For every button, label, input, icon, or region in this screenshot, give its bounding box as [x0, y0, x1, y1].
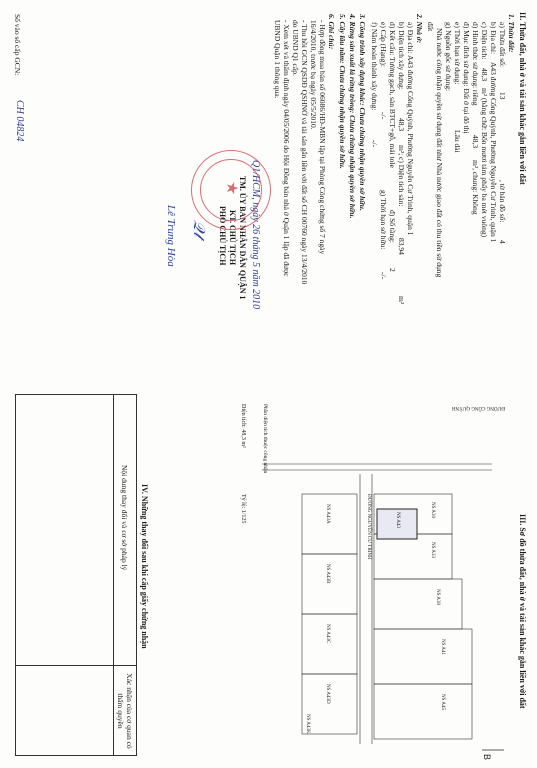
- other-construction: 3. Công trình xây dựng khác: Chưa chứng nhận quyền sở hữu.: [358, 14, 367, 211]
- origin-value: Nhà nước công nhận quyền sử dụng đất như Nhà nước giao đất có thu tiền sử dụng: [435, 28, 444, 278]
- map-sheet-label: , tờ bản đồ số:: [498, 180, 507, 223]
- perennial-trees: 5. Cây lâu năm: Chưa chứng nhận quyền sở hữu.: [338, 14, 347, 169]
- address-value: A43 đường Cống Quỳnh, Phường Nguyễn Cư Trinh, quận 1: [489, 62, 498, 243]
- star-icon: ★: [223, 181, 240, 196]
- grade-value: -/-: [379, 112, 388, 120]
- section2-title: II. Thửa đất, nhà ở và tài sản khác gắn liền với đất: [518, 12, 527, 185]
- house-label-5: NS A45: [440, 694, 445, 710]
- ownership-term-label: g) Thời hạn sở hữu:: [379, 190, 388, 250]
- parcel-plan-svg: [252, 384, 512, 768]
- term-label: e) Thời hạn sử dụng:: [453, 22, 462, 85]
- term-value: Lâu dài: [453, 130, 462, 153]
- note-1b: 16/4/2010, trước bạ ngày 05/5/2010.: [309, 20, 318, 130]
- note-3: - Xem xét và thẩm định ngày 04/05/2006 do Hội Đồng bán nhà ở Quận 1 lập đã được: [282, 20, 291, 277]
- house-label-3: NS A41: [440, 639, 445, 655]
- note-2b: do UBND Q1 cấp.: [291, 20, 300, 76]
- house-label-2: NS A39: [435, 589, 440, 605]
- house-label-6: NS A43A: [325, 504, 330, 524]
- floors-value: 2: [388, 268, 397, 272]
- section3-title: III. Sơ đồ thửa đất, nhà ở và tài sản khác gắn liền với đất: [518, 514, 527, 709]
- land-heading: 1. Thửa đất:: [507, 14, 516, 53]
- house-label-8: NS A43C: [325, 624, 330, 644]
- signing-kt: KT. CHỦ TỊCH: [228, 210, 237, 266]
- street-cong-quynh: ĐƯỜNG CỐNG QUỲNH: [451, 405, 505, 410]
- signing-title: PHÓ CHỦ TỊCH: [218, 206, 227, 266]
- use-form-label: d) Hình thức sử dụng: riêng: [471, 22, 480, 106]
- house-label-0: NS A30: [430, 502, 435, 518]
- floor-area-value: 83,94: [397, 238, 406, 255]
- street-nguyen-cu-trinh: ĐƯỜNG NGUYỄN CƯ TRINH: [366, 494, 371, 560]
- ownership-term-value: -/-: [379, 272, 388, 280]
- area-label: c) Diện tích:: [480, 22, 489, 60]
- purpose: đ) Mục đích sử dụng: Đất ở tại đô thị: [462, 22, 471, 134]
- forest: 4. Rừng sản xuất là rừng trồng: Chưa chứng nhận quyền sở hữu.: [348, 14, 357, 219]
- note-3b: UBND Quận 1 thông qua.: [273, 20, 282, 99]
- area-note: m² (bằng chữ: Bốn mươi tám phẩy ba mét vuông): [480, 88, 489, 238]
- floor-area-label: m²; c) Diện tích sàn:: [397, 145, 406, 207]
- origin-value-2: đất: [426, 22, 435, 32]
- signer-name: Lê Trung Hòa: [165, 205, 177, 267]
- house-heading: 2. Nhà ở:: [415, 14, 424, 44]
- section4-title: IV. Những thay đổi sau khi cấp giấy chứng nhận: [140, 484, 149, 649]
- structure: d) Kết cấu: Tường gạch, sàn BTCT+gỗ, mái tole: [388, 22, 397, 168]
- note-1: - Hợp đồng mua bán số 06086/HĐ-MBN lập tại Phòng Công chứng số 7 ngày: [318, 20, 327, 255]
- floors-label: đ) Số tầng:: [388, 210, 397, 243]
- signature-mark: 𝒬𝓉: [190, 220, 207, 237]
- parcel-number: 13: [498, 92, 507, 100]
- house-label-7: NS A43B: [325, 564, 330, 584]
- address-label: b) Địa chỉ:: [489, 22, 498, 55]
- legend-area: Diện tích: 48,3 m²: [240, 404, 246, 448]
- completion-label: f) Năm hoàn thành xây dựng:: [370, 22, 379, 111]
- map-sheet-number: 4: [498, 240, 507, 244]
- origin-label: g) Nguồn gốc sử dụng:: [444, 22, 453, 92]
- notes-heading: 6. Ghi chú:: [327, 14, 336, 50]
- house-label-4: NS A43: [395, 512, 400, 528]
- house-address: a) Địa chỉ: A43 đường Cống Quỳnh, Phường Nguyễn Cư Trinh, quận 1: [406, 22, 415, 236]
- signing-date: Q1/HCM, ngày 26 tháng 5 năm 2010: [250, 160, 261, 310]
- changes-col-confirm: Xác nhận của cơ quan có thẩm quyền: [116, 673, 134, 749]
- floor-area-unit: m²: [397, 296, 406, 305]
- signing-org: TM. ỦY BAN NHÂN DÂN QUẬN 1: [238, 176, 247, 300]
- registry-label: Số vào sổ cấp GCN:: [13, 14, 22, 76]
- house-label-1: NS A33: [430, 542, 435, 558]
- use-form-tail: m², chung: Không: [471, 160, 480, 215]
- official-seal: [191, 150, 271, 230]
- use-form-value: 48,3: [471, 135, 480, 149]
- section-diagram-changes: [0, 384, 537, 768]
- house-label-10: NS A43K: [305, 714, 310, 734]
- parcel-number-label: a) Thửa đất số:: [498, 22, 507, 67]
- north-arrow-label: B: [482, 754, 492, 761]
- registry-number: CH 04824: [14, 100, 25, 142]
- parcel-diagram: [252, 384, 512, 768]
- grade-label: e) Cấp (Hạng):: [379, 22, 388, 67]
- house-label-9: NS A43D: [325, 684, 330, 704]
- legend-scale: Tỷ lệ: 1/125: [240, 494, 246, 524]
- building-area-value: 48,3: [397, 118, 406, 132]
- building-area-label: b) Diện tích xây dựng:: [397, 22, 406, 90]
- note-2: - Thu hồi GCN QSDĐ QSHNỞ và tài sản gắn liền với đất số CH 00760 ngày 13/4/2010: [300, 20, 309, 285]
- changes-col-content: Nội dung thay đổi và cơ sở pháp lý: [120, 465, 129, 571]
- changes-table: [15, 394, 137, 756]
- area-value: 48,3: [480, 68, 489, 82]
- legend-line: Phần diện tích thuộc công nhận: [262, 404, 268, 474]
- completion-value: -/-: [370, 140, 379, 148]
